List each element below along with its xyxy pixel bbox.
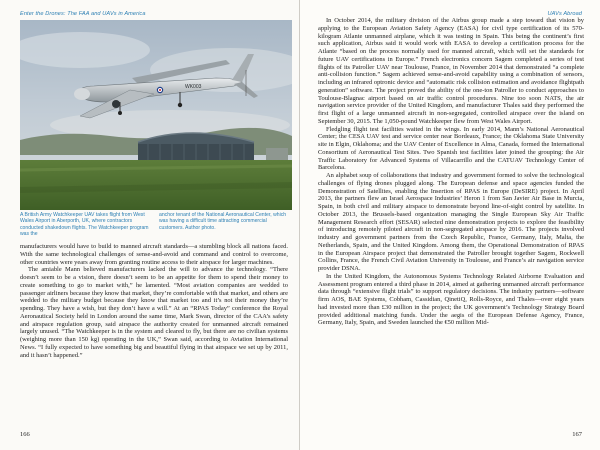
right-body-text (318, 17, 584, 439)
paragraph: Fledgling flight test facilities waited in the wings. In early 2014, Mann’s National Aeronautical Center; the CESA UAV test and service center near Bordeaux, France; the Oklahoma State University site in Elgin, Oklahoma; and the UAV Center of Excellence in Alma, Canada, formed the International Consortium of Aeronautical Test Sites. Two Spanish test facilities later joined the grouping: the Air Traffic Laboratory for Advanced Systems of Villacarrillo and the CATUAV Technology Center of Barcelona. (318, 125, 584, 172)
caption-column-2: anchor tenant of the National Aeronautical Center, which was having a difficult time attracting commercial customers. Author photo. (159, 212, 287, 231)
page-number-left: 166 (20, 431, 30, 438)
left-body-text (20, 243, 288, 433)
paragraph: An alphabet soup of collaborations that industry and government formed to solve the technological challenges of flying drones plugged along. The European defense and space agencies funded the Demonstration of Satellites, enabling the Insertion of RPAS in Europe (DeSIRE) project. In April 2013, the partners flew an Israel Aerospace Industries’ Heron 1 from San Javier Air Base in Murcia, Spain, in both civil and military airspace to demonstrate beyond line-of-sight control by satellite. In October 2013, the Brussels-based organization managing the Single European Sky Air Traffic Management Research effort (SESAR) selected nine demonstration projects to explore the feasibility of introducing remotely piloted aircraft in non-segregated airspace by 2016. The projects involved industry and government partners from the Czech Republic, France, Germany, Italy, Malta, the Netherlands, Spain, and the United Kingdom. Among them, the Operational Demonstration of RPAS in the European Airspace project that demonstrated the Patroller brought together Sagem, Rockwell Collins, France, the French Civil Aviation University in Toulouse, and France’s air navigation service provider DSNA. (318, 172, 584, 272)
watchkeeper-photo (20, 20, 292, 210)
caption-column-1: A British Army Watchkeeper UAV takes flight from West Wales Airport in Aberporth, UK, where contractors conducted shakedown flights. The Watchkeeper program was the (20, 212, 149, 238)
paragraph: In the United Kingdom, the Autonomous Systems Technology Related Airborne Evaluation and Assessment program entered a third phase in 2014, aimed at gathering unmanned aircraft performance data through “extensive flight trials” to support regulatory decisions. The industry partners—software firm AOS, BAE Systems, Cobham, Cassidian, QinetiQ, Rolls-Royce, and Thales—over eight years had invested more than £30 million in the project; the UK government’s Technology Strategy Board provided additional matching funds. Under the aegis of the European Defense Agency, France, Germany, Italy, Spain, and Sweden launched the €50 million Mid- (318, 272, 584, 327)
running-head-right: UAVs Abroad (547, 11, 582, 17)
running-head-left: Enter the Drones: The FAA and UAVs in America (20, 11, 146, 17)
paragraph: The amiable Mann believed manufacturers lacked the will to advance the technology. “There doesn’t seem to be a vision, there doesn’t seem to be an appetite for them to spend their money to create something to go to market with,” he lamented. “Most aviation companies are wedded to passenger airliners because they know that market, they’re comfortable with that market, and others are wedded to the military budget because they know that market too and it’s not their money they’re spending. They have a wish, but they don’t have a will.” At an “RPAS Today” conference the Royal Aeronautical Society held in London around the same time, Mark Swan, director of the CAA’s safety and airspace regulation group, said airspace the authority created for unmanned aircraft remained largely unused. “The Watchkeeper is in the system and cleared to fly, but there are no civilian systems (weighing more than 150 kg) operating in the UK,” Swan said, according to Aviation International News. “I fully expected to have something big and beautiful flying in that airspace we set up by 2011, and it hasn’t happened.” (20, 266, 288, 359)
paragraph: In October 2014, the military division of the Airbus group made a step toward that vision by applying to the European Aviation Safety Agency (EASA) for civil type certification of its 570-kilogram Atlante unmanned airplane, which it was testing in Spain. This being the continent’s first such application, Airbus said it would work with EASA to develop a certification process for the Atlante “based on the process normally used for manned aircraft, which will set the standards for future UAV certifications in Europe.” French electronics concern Sagem completed a series of test flights of its Patroller UAV near Toulouse, France, in November 2014 that demonstrated “a complete anti-collision function.” Sagem achieved sense-and-avoid capability using a combination of sensors, including an infrared optronic device and “automatic risk collision estimation and avoidance flightpath generation” software. The project proved the ability of the one-ton Patroller to conduct approaches to Toulouse-Blagnac airport based on air traffic control procedures. Nine too soon NATS, the air navigation service provider of the United Kingdom, and manufacturer Thales said they performed the first flight of a large unmanned aircraft in non-segregated, controlled airspace over the island on September 30, 2015. The 1,050-pound Watchkeeper flew from West Wales Airport. (318, 17, 584, 125)
right-page (300, 0, 600, 450)
photo-caption (20, 212, 290, 238)
aircraft-marking: WK003 (185, 84, 202, 90)
photo-illustration (20, 20, 292, 210)
page-number-right: 167 (572, 431, 582, 438)
paragraph: manufacturers would have to build to manned aircraft standards—a stumbling block all nations faced. With the same technological challenges of sense-and-avoid and command and control to overcome, other countries were years away from granting routine access to their airspace for larger machines. (20, 243, 288, 266)
